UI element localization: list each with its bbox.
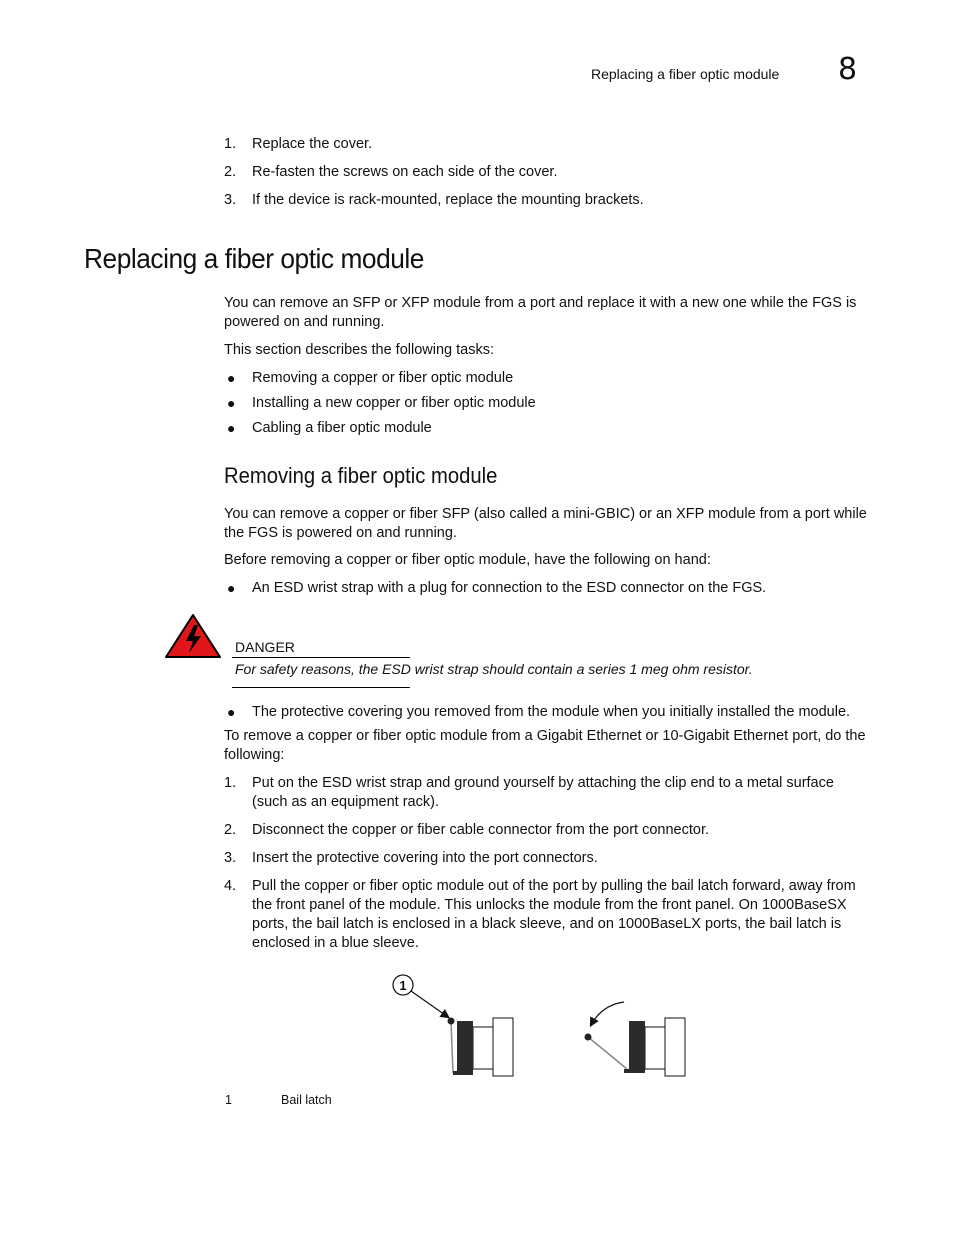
step-text: Replace the cover. bbox=[252, 136, 373, 152]
danger-label: DANGER bbox=[235, 639, 295, 655]
bullet-icon: ● bbox=[227, 704, 236, 720]
module-latch-open bbox=[585, 1002, 686, 1076]
chapter-number: 8 bbox=[838, 52, 858, 87]
subsection-heading: Removing a fiber optic module bbox=[224, 463, 498, 488]
callout-number: 1 bbox=[399, 978, 407, 993]
subsection-paragraph: Before removing a copper or fiber optic module, have the following on hand: bbox=[224, 552, 711, 568]
list-item-text: An ESD wrist strap with a plug for connection to the ESD connector on the FGS. bbox=[252, 580, 767, 596]
subsection-paragraph: To remove a copper or fiber optic module from a Gigabit Ethernet or 10-Gigabit Ethernet port, do the following: bbox=[224, 728, 866, 763]
section-paragraph: You can remove an SFP or XFP module from a port and replace it with a new one while the FGS is powered on and running. bbox=[224, 295, 857, 330]
list-item-text: The protective covering you removed from the module when you initially installed the module. bbox=[252, 704, 851, 720]
bullet-icon: ● bbox=[227, 370, 236, 386]
task-text: Removing a copper or fiber optic module bbox=[252, 370, 514, 386]
bullet-icon: ● bbox=[227, 395, 236, 411]
step-number: 2. bbox=[224, 164, 237, 180]
step-text: Disconnect the copper or fiber cable connector from the port connector. bbox=[252, 822, 709, 838]
step-number: 3. bbox=[224, 850, 237, 866]
task-text: Installing a new copper or fiber optic module bbox=[252, 395, 536, 411]
pull-direction-arrow bbox=[591, 1002, 624, 1025]
step-number: 3. bbox=[224, 192, 237, 208]
section-heading: Replacing a fiber optic module bbox=[84, 243, 424, 274]
running-header-title: Replacing a fiber optic module bbox=[591, 66, 780, 82]
step-text: Insert the protective covering into the port connectors. bbox=[252, 850, 598, 866]
divider bbox=[232, 687, 410, 688]
danger-warning-icon bbox=[164, 613, 222, 659]
step-text: If the device is rack-mounted, replace the mounting brackets. bbox=[252, 192, 644, 208]
step-number: 2. bbox=[224, 822, 237, 838]
step-number: 1. bbox=[224, 136, 237, 152]
step-text: Put on the ESD wrist strap and ground yourself by attaching the clip end to a metal surface (such as an equipment rack). bbox=[252, 775, 834, 810]
step-text: Pull the copper or fiber optic module out of the port by pulling the bail latch forward, away from the front panel of the module. This unlocks the module from the front panel. On 1000BaseSX ports, the bail latch is enclosed in a black sleeve, and on 1000BaseLX ports, the bail latch is enclosed in a blue sleeve. bbox=[252, 878, 856, 951]
callout-arrow bbox=[411, 991, 448, 1017]
bail-latch-figure bbox=[380, 965, 700, 1085]
section-paragraph: This section describes the following tasks: bbox=[224, 342, 494, 358]
subsection-paragraph: You can remove a copper or fiber SFP (also called a mini-GBIC) or an XFP module from a port while the FGS is powered on and running. bbox=[224, 506, 867, 541]
callout-marker bbox=[393, 975, 413, 995]
step-number: 4. bbox=[224, 878, 237, 894]
bullet-icon: ● bbox=[227, 420, 236, 436]
caption-text: Bail latch bbox=[281, 1093, 332, 1107]
step-text: Re-fasten the screws on each side of the cover. bbox=[252, 164, 558, 180]
step-number: 1. bbox=[224, 775, 237, 791]
module-latch-closed bbox=[448, 1018, 514, 1077]
divider bbox=[232, 657, 410, 658]
bullet-icon: ● bbox=[227, 580, 236, 596]
danger-text: For safety reasons, the ESD wrist strap should contain a series 1 meg ohm resistor. bbox=[235, 661, 753, 677]
caption-number: 1 bbox=[225, 1093, 232, 1107]
task-text: Cabling a fiber optic module bbox=[252, 420, 432, 436]
